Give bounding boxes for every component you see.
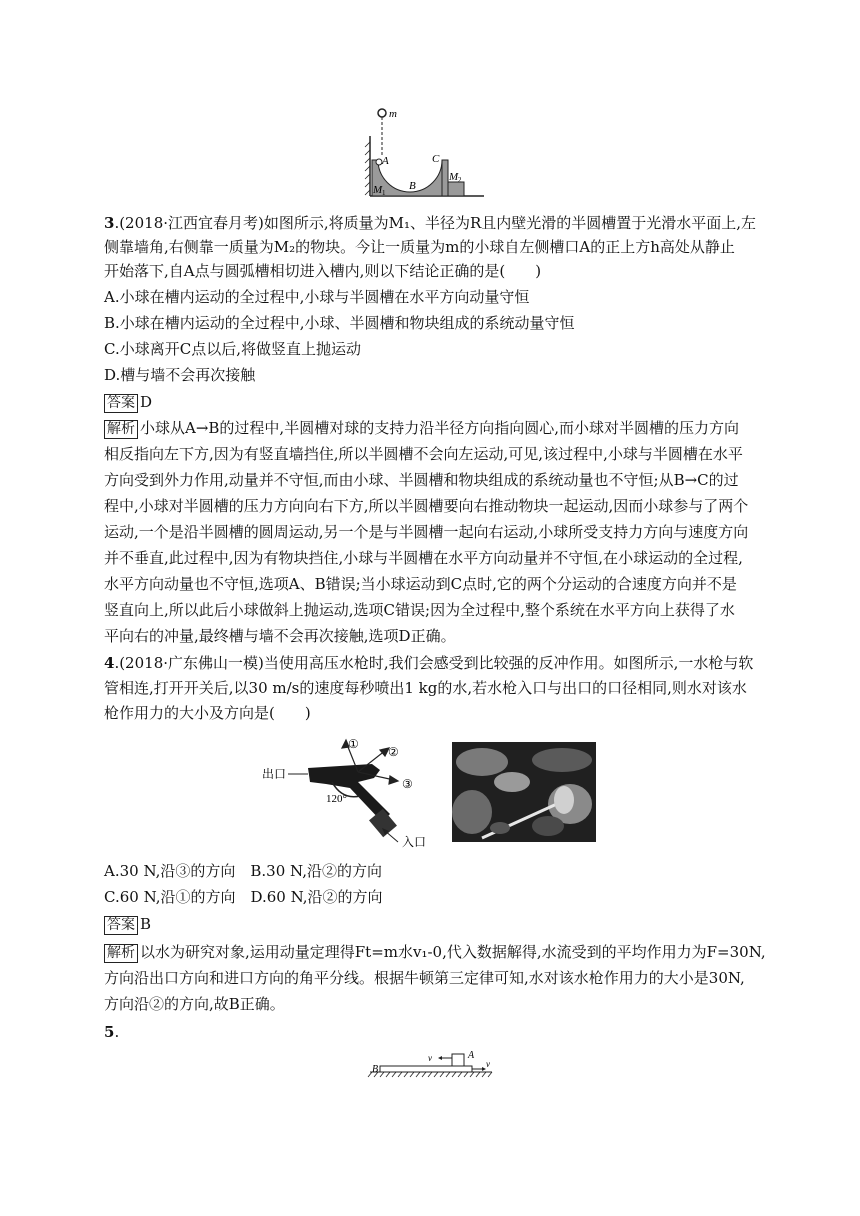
svg-text:③: ③ xyxy=(402,777,413,791)
q4-analysis-2: 方向沿出口方向和进口方向的角平分线。根据牛顿第三定律可知,水对该水枪作用力的大小是30N, xyxy=(104,969,745,987)
svg-text:M: M xyxy=(449,171,459,183)
q3-option-b: B.小球在槽内运动的全过程中,小球、半圆槽和物块组成的系统动量守恒 xyxy=(104,314,575,332)
svg-text:入口: 入口 xyxy=(402,835,427,849)
q4-option-cd: C.60 N,沿①的方向 D.60 N,沿②的方向 xyxy=(104,888,383,906)
svg-text:C: C xyxy=(432,153,440,165)
svg-text:120°: 120° xyxy=(326,793,347,805)
analysis-tag: 解析 xyxy=(104,420,138,439)
q3-option-d: D.槽与墙不会再次接触 xyxy=(104,366,256,384)
q3-analysis-5: 运动,一个是沿半圆槽的圆周运动,另一个是与半圆槽一起向右运动,小球所受支持力方向与速度方向 xyxy=(104,523,749,541)
svg-text:1: 1 xyxy=(382,189,386,197)
block-a xyxy=(452,1054,464,1066)
q3-analysis-9: 平向右的冲量,最终槽与墙不会再次接触,选项D正确。 xyxy=(104,627,456,645)
svg-text:出口: 出口 xyxy=(262,767,287,781)
q3-line-1: 3.(2018·江西宜春月考)如图所示,将质量为M₁、半径为R且内壁光滑的半圆槽置于光滑水平面上,左 xyxy=(104,214,757,232)
q4-line-2: 管相连,打开开关后,以30 m/s的速度每秒喷出1 kg的水,若水枪入口与出口的口径相同,则水对该水 xyxy=(104,679,747,697)
water-gun-photo xyxy=(452,742,596,842)
board-b xyxy=(380,1066,472,1072)
q3-line-2: 侧靠墙角,右侧靠一质量为M₂的物块。今让一质量为m的小球自左侧槽口A的正上方h高处从静止 xyxy=(104,238,735,256)
svg-text:A: A xyxy=(468,1050,475,1061)
board-block-figure xyxy=(366,1046,498,1082)
q3-analysis-8: 竖直向上,所以此后小球做斜上抛运动,选项C错误;因为全过程中,整个系统在水平方向上获得了水 xyxy=(104,601,735,619)
answer-tag: 答案 xyxy=(104,394,138,413)
q4-option-ab: A.30 N,沿③的方向 B.30 N,沿②的方向 xyxy=(104,862,382,880)
svg-text:①: ① xyxy=(348,738,359,751)
q5-line: 5. xyxy=(104,1023,120,1041)
block-m2 xyxy=(448,182,464,196)
water-gun-diagram xyxy=(262,738,442,850)
groove-figure xyxy=(362,104,492,200)
svg-text:②: ② xyxy=(388,745,399,759)
q3-analysis-6: 并不垂直,此过程中,因为有物块挡住,小球与半圆槽在水平方向动量并不守恒,在小球运动的全过程, xyxy=(104,549,743,567)
svg-text:v: v xyxy=(428,1053,432,1063)
q3-line-3: 开始落下,自A点与圆弧槽相切进入槽内,则以下结论正确的是( ) xyxy=(104,262,542,280)
q3-analysis-3: 方向受到外力作用,动量并不守恒,而由小球、半圆槽和物块组成的系统动量也不守恒;从B→C的过 xyxy=(104,471,739,489)
svg-text:v: v xyxy=(486,1059,490,1069)
q3-analysis-7: 水平方向动量也不守恒,选项A、B错误;当小球运动到C点时,它的两个分运动的合速度方向并不是 xyxy=(104,575,737,593)
q4-answer: 答案 B xyxy=(104,913,151,935)
svg-text:B: B xyxy=(409,180,416,192)
q4-line-3: 枪作用力的大小及方向是( ) xyxy=(104,704,311,722)
svg-text:A: A xyxy=(382,155,389,167)
q4-analysis-3: 方向沿②的方向,故B正确。 xyxy=(104,995,285,1013)
q3-analysis-2: 相反指向左下方,因为有竖直墙挡住,所以半圆槽不会向左运动,可见,该过程中,小球与半圆槽在水平 xyxy=(104,445,743,463)
q3-number: 3 xyxy=(104,214,115,232)
ball-m xyxy=(378,109,386,117)
q4-number: 4 xyxy=(104,654,115,672)
label-m: m xyxy=(389,108,397,120)
answer-tag: 答案 xyxy=(104,916,138,935)
analysis-tag: 解析 xyxy=(104,944,138,963)
q3-option-a: A.小球在槽内运动的全过程中,小球与半圆槽在水平方向动量守恒 xyxy=(104,288,530,306)
q4-analysis-1: 解析 以水为研究对象,运用动量定理得Ft=m水v₁-0,代入数据解得,水流受到的平均作用力为F=30N, xyxy=(104,941,766,963)
q3-analysis-1: 解析 小球从A→B的过程中,半圆槽对球的支持力沿半径方向指向圆心,而小球对半圆槽的压力方向 xyxy=(104,417,739,439)
svg-text:2: 2 xyxy=(458,176,462,184)
q5-number: 5 xyxy=(104,1023,115,1041)
q4-line-1: 4.(2018·广东佛山一模)当使用高压水枪时,我们会感受到比较强的反冲作用。如图所示,一水枪与软 xyxy=(104,654,754,672)
q3-option-c: C.小球离开C点以后,将做竖直上抛运动 xyxy=(104,340,361,358)
svg-text:M: M xyxy=(373,184,383,196)
q3-answer: 答案 D xyxy=(104,391,152,413)
q3-analysis-4: 程中,小球对半圆槽的压力方向向右下方,所以半圆槽要向右推动物块一起运动,因而小球参与了两个 xyxy=(104,497,749,515)
svg-text:B: B xyxy=(372,1064,379,1075)
